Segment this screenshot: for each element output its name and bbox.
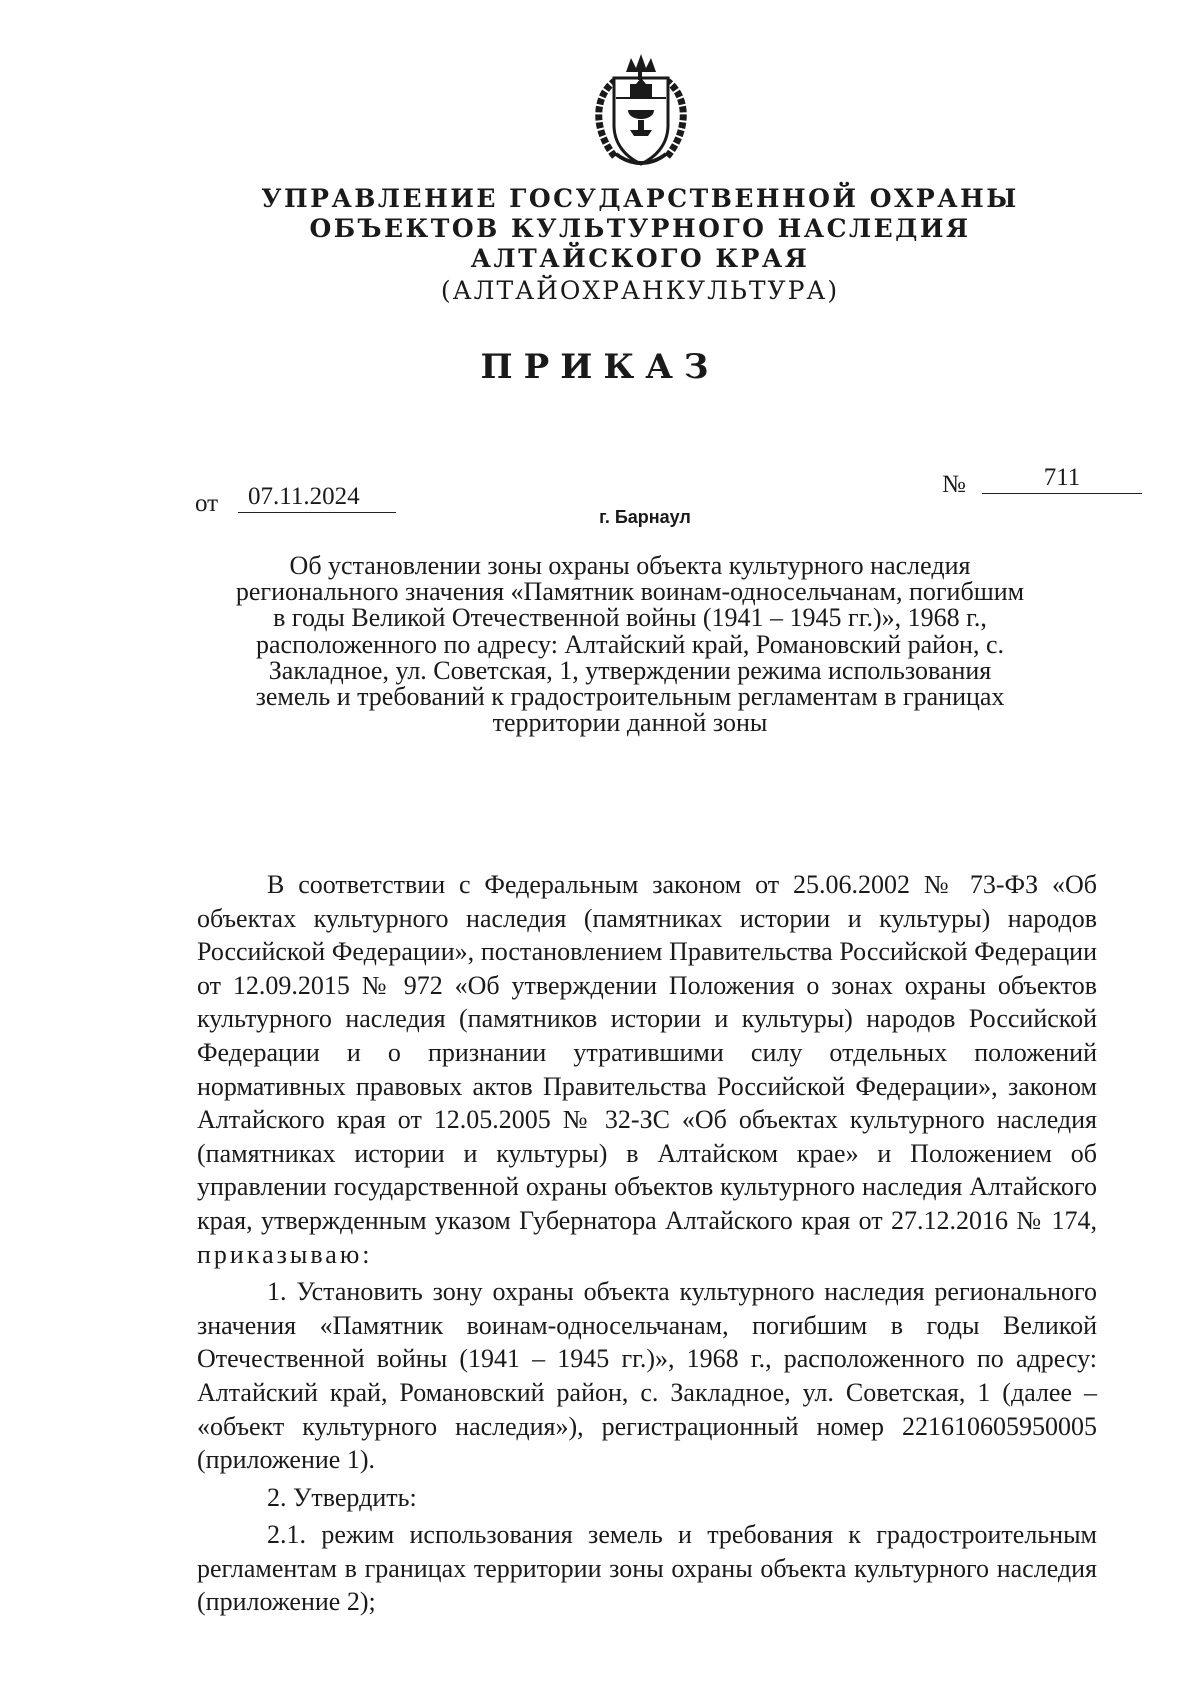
org-line-3: АЛТАЙСКОГО КРАЯ (470, 244, 810, 273)
item-2-1: 2.1. режим использования земель и требования к градостроительным регламентам в границах территории зоны охраны объекта культурного наследия (приложение 2); (197, 1520, 1097, 1617)
preamble-paragraph (197, 868, 1097, 1271)
date-value: 07.11.2024 (238, 482, 396, 513)
number-label: № (942, 471, 966, 498)
org-short-name: (АЛТАЙОХРАНКУЛЬТУРА) (440, 276, 840, 305)
document-subject: Об установлении зоны охраны объекта культурного наследия регионального значения «Памятник воинам-односельчанам, погибшим в годы Великой Отечественной войны (1941 – 1945 гг.)», 1968 г., расположенного по адресу: Алтайский край, Романовский район, с. Закладное, ул. Советская, 1, утверждении режима использования земель и требований к градостроительным регламентам в границах территории данной зоны (235, 551, 1025, 738)
item-1: 1. Установить зону охраны объекта культурного наследия регионального значения «Памятник воинам-односельчанам, погибшим в годы Великой Отечественной войны (1941 – 1945 гг.)», 1968 г., расположенного по адресу: Алтайский край, Романовский район, с. Закладное, ул. Советская, 1 (далее – «объект культурного наследия»), регистрационный номер 221610605950005 (приложение 1). (197, 1277, 1097, 1475)
coat-of-arms-icon (586, 50, 696, 172)
number-value: 711 (982, 463, 1142, 494)
date-label: от (195, 490, 219, 517)
item-2: 2. Утвердить: (267, 1482, 417, 1512)
document-body (197, 868, 1097, 1619)
order-word: приказываю: (197, 1239, 373, 1269)
document-title: ПРИКАЗ (480, 347, 720, 387)
org-line-1: УПРАВЛЕНИЕ ГОСУДАРСТВЕННОЙ ОХРАНЫ (261, 184, 1019, 213)
org-line-2: ОБЪЕКТОВ КУЛЬТУРНОГО НАСЛЕДИЯ (309, 214, 971, 243)
preamble-text: В соответствии с Федеральным законом от 25.06.2002 № 73-ФЗ «Об объектах культурного наследия (памятниках истории и культуры) народов Российской Федерации», постановлением Правительства Российской Федерации от 12.09.2015 № 972 «Об утверждении Положения о зонах охраны объектов культурного наследия (памятников истории и культуры) народов Российской Федерации и о признании утратившими силу отдельных положений нормативных правовых актов Правительства Российской Федерации», законом Алтайского края от 12.05.2005 № 32-ЗС «Об объектах культурного наследия (памятниках истории и культуры) в Алтайском крае» и Положением об управлении государственной охраны объектов культурного наследия Алтайского края, утвержденным указом Губернатора Алтайского края от 27.12.2016 № 174, (197, 870, 1097, 1235)
city: г. Барнаул (599, 507, 691, 527)
